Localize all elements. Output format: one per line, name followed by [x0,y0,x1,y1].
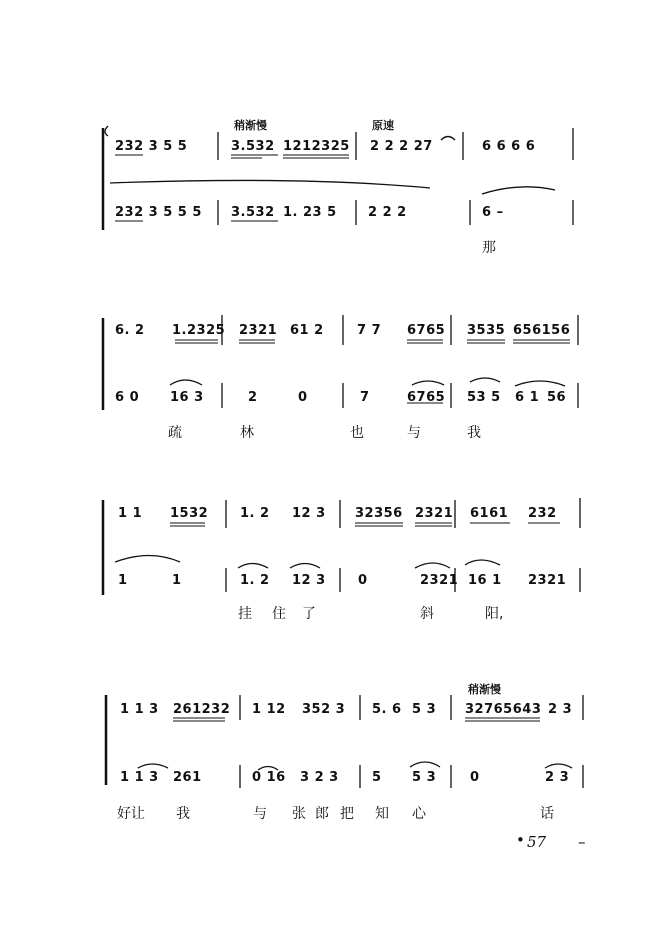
notes: 1.2325 [172,323,226,338]
notes: 0 [358,573,368,588]
lyric: 心 [412,806,426,822]
notes: 1 1 3 [120,770,159,785]
notes: 3.532 [231,205,275,220]
notes: 2 [248,390,258,405]
notes: 12 3 [292,573,326,588]
notes: 1532 [170,506,209,521]
notes: 3535 [467,323,506,338]
notes: 32765643 [465,702,542,717]
notes: 5 [372,770,382,785]
notes: 56 [547,390,567,405]
tempo-mark: 稍渐慢 [234,119,267,132]
notes: 0 [470,770,480,785]
lyric: 把 [340,806,354,822]
notes: 2321 [415,506,454,521]
page-number: 57 [527,833,547,851]
lyric: 也 [350,425,364,441]
notes: 5 3 [412,770,437,785]
notes: 2 2 2 27 [370,139,433,154]
notes: 656156 [513,323,571,338]
notes: 1 12 [252,702,286,717]
lyric: 与 [253,806,267,822]
notes: 1. 2 [240,573,270,588]
notes: 6 6 6 6 [482,139,536,154]
notes: 2 2 2 [368,205,407,220]
lyric: 好让 [117,806,145,822]
notes: 6161 [470,506,509,521]
notes: 0 16 [252,770,286,785]
notes: 232 3 5 5 5 [115,205,202,220]
lyric: 话 [540,806,554,822]
notes: 3 2 3 [300,770,339,785]
notes: 261 [173,770,202,785]
notes: 2321 [528,573,567,588]
notes: 0 [298,390,308,405]
notes: 1212325 [283,139,350,154]
lyric: 了 [302,606,316,622]
notes: 3.532 [231,139,275,154]
notes: 5. 6 [372,702,402,717]
notes: 1 1 [118,506,143,521]
notes: 7 7 [357,323,382,338]
notes: 61 2 [290,323,324,338]
lyric: 阳, [485,606,504,622]
lyric: 住 [272,606,286,622]
notes: 6765 [407,323,446,338]
lyric: 张 [292,806,306,822]
notes: 2321 [420,573,459,588]
lyric: 挂 [238,606,252,622]
notes: 12 3 [292,506,326,521]
notes: 5 3 [412,702,437,717]
notes: 6 – [482,205,504,220]
notes: 232 [528,506,557,521]
tempo-mark: 稍渐慢 [468,683,501,696]
notes: 2321 [239,323,278,338]
notes: 1 1 3 [120,702,159,717]
lyric: 知 [375,806,389,822]
notes: 352 3 [302,702,346,717]
lyric: 我 [467,425,481,441]
notes: 1. 23 5 [283,205,337,220]
tempo-mark: 原速 [372,119,394,132]
lyric: 与 [407,425,421,441]
notes: 16 1 [468,573,502,588]
notes: 1 [172,573,182,588]
bullet-dot: • [516,831,525,849]
lyric: 疏 [168,425,182,441]
notes: 6 0 [115,390,140,405]
notes: 2 3 [548,702,573,717]
page-dash: – [578,833,586,851]
notes: 232 3 5 5 [115,139,188,154]
lyric: 林 [240,425,254,441]
lyric: 那 [482,240,496,256]
lyric: 斜 [420,606,434,622]
notes: 1 [118,573,128,588]
notes: 2 3 [545,770,570,785]
notes: 53 5 [467,390,501,405]
notes: 6 1 [515,390,540,405]
notes: 32356 [355,506,403,521]
lyric: 郎 [315,806,329,822]
notes: 6. 2 [115,323,145,338]
notes: 7 [360,390,370,405]
lyric: 我 [176,806,190,822]
notes: 261232 [173,702,231,717]
notes: 16 3 [170,390,204,405]
notes: 1. 2 [240,506,270,521]
notes: 6765 [407,390,446,405]
